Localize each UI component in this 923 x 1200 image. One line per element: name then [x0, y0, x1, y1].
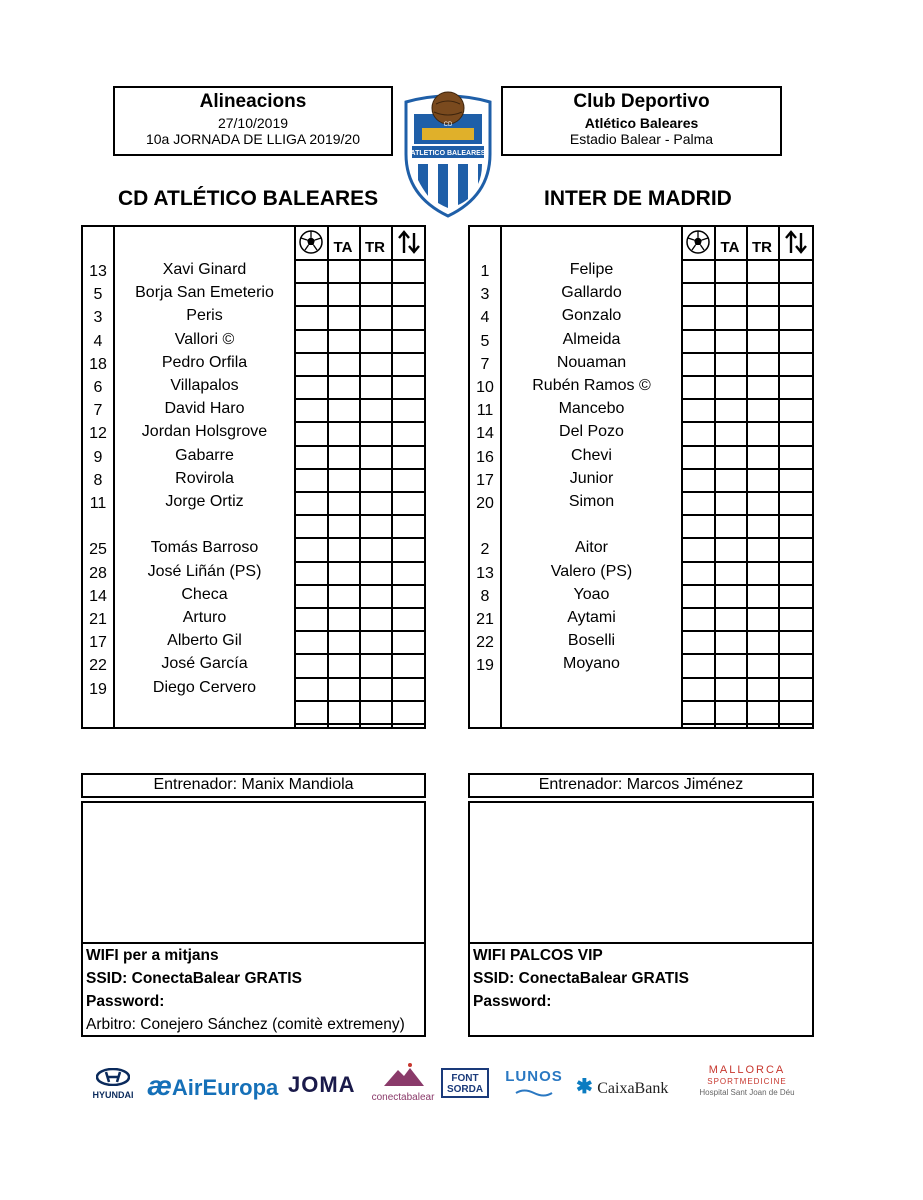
substitution-arrows-icon: [391, 229, 426, 259]
table-gridline: [294, 421, 426, 423]
player-name: Moyano: [563, 655, 620, 673]
player-name: Valero (PS): [550, 562, 633, 580]
away-col-ta: TA: [720, 239, 740, 256]
player-number: 19: [89, 680, 107, 698]
player-number: 3: [93, 309, 103, 327]
table-gridline: [294, 329, 426, 331]
player-number: 21: [89, 611, 107, 628]
player-number: 21: [476, 611, 494, 628]
player-name: Yoao: [573, 585, 610, 603]
player-name: Borja San Emeterio: [135, 284, 274, 302]
table-gridline: [81, 727, 426, 729]
table-gridline: [681, 445, 814, 447]
player-name: Xavi Ginard: [162, 261, 247, 278]
caixabank-text: CaixaBank: [597, 1080, 669, 1097]
player-number: 22: [89, 657, 107, 675]
player-name: José Liñán (PS): [147, 562, 262, 580]
home-info-box: [81, 942, 426, 1037]
player-number: 20: [476, 495, 494, 512]
player-number: 28: [89, 564, 107, 582]
table-gridline: [681, 398, 814, 400]
table-gridline: [681, 421, 814, 423]
table-gridline: [681, 259, 814, 261]
player-name: Diego Cervero: [152, 678, 257, 696]
player-name: Alberto Gil: [167, 632, 242, 650]
table-gridline: [681, 282, 814, 284]
table-gridline: [681, 561, 814, 563]
player-name: Gonzalo: [561, 307, 622, 325]
table-gridline: [681, 584, 814, 586]
home-wifi-ssid: SSID: ConectaBalear GRATIS: [86, 970, 302, 987]
player-number: 7: [480, 355, 490, 373]
player-name: Mancebo: [558, 400, 625, 418]
club-crest-logo: [400, 84, 496, 219]
table-gridline: [681, 468, 814, 470]
player-number: 16: [476, 448, 494, 466]
lineups-header-box: [113, 86, 393, 156]
player-number: 17: [89, 634, 107, 652]
player-name: Simon: [568, 493, 615, 510]
player-name: Rubén Ramos ©: [532, 377, 651, 394]
player-name: Jordan Holsgrove: [141, 423, 268, 441]
table-gridline: [294, 259, 426, 261]
referee: Arbitro: Conejero Sánchez (comitè extremeny): [86, 1016, 405, 1033]
home-lineup-table: [81, 225, 426, 729]
table-gridline: [294, 561, 426, 563]
player-number: 11: [476, 402, 494, 420]
table-gridline: [294, 445, 426, 447]
table-gridline: [681, 630, 814, 632]
caixabank-logo: [576, 1074, 668, 1099]
player-number: 2: [480, 541, 490, 559]
match-date: 27/10/2019: [217, 115, 289, 131]
player-number: 5: [480, 332, 490, 350]
player-number: 3: [480, 286, 490, 304]
home-wifi-title: WIFI per a mitjans: [86, 947, 219, 964]
player-name: Aytami: [567, 609, 616, 626]
table-gridline: [294, 398, 426, 400]
home-team-name: CD ATLÉTICO BALEARES: [118, 187, 379, 210]
player-name: Checa: [181, 585, 228, 603]
conectabalear-logo: [370, 1062, 436, 1103]
away-lineup-table: [468, 225, 814, 729]
player-name: Nouaman: [556, 353, 627, 371]
table-gridline: [294, 514, 426, 516]
table-gridline: [294, 491, 426, 493]
player-name: Aitor: [575, 539, 608, 557]
player-name: Almeida: [562, 330, 621, 348]
table-gridline: [294, 537, 426, 539]
away-wifi-title: WIFI PALCOS VIP: [473, 947, 603, 964]
sponsor-bar: [85, 1062, 805, 1108]
away-coach: Entrenador: Marcos Jiménez: [468, 773, 814, 798]
player-name: Chevi: [571, 446, 612, 464]
conectabalear-icon: [380, 1062, 426, 1088]
player-number: 8: [480, 587, 490, 605]
player-name: José García: [161, 655, 248, 673]
table-gridline: [294, 700, 426, 702]
away-team-name: INTER DE MADRID: [544, 187, 732, 210]
player-number: 13: [89, 263, 107, 280]
table-gridline: [294, 282, 426, 284]
player-number: 5: [93, 286, 103, 304]
away-wifi-ssid: SSID: ConectaBalear GRATIS: [473, 970, 689, 987]
home-notes-area: [81, 801, 426, 944]
table-gridline: [681, 352, 814, 354]
caixabank-star-icon: ✱: [576, 1076, 593, 1098]
table-gridline: [294, 352, 426, 354]
table-gridline: [294, 723, 426, 725]
player-name: Felipe: [569, 261, 614, 278]
player-number: 11: [89, 495, 107, 512]
player-name: Tomás Barroso: [150, 539, 259, 557]
player-name: Peris: [186, 307, 223, 325]
hyundai-icon: [96, 1068, 130, 1086]
fontsorda-text-1: FONT: [451, 1073, 479, 1084]
mallorca-text: MALLORCA: [708, 1064, 786, 1076]
table-gridline: [294, 653, 426, 655]
home-col-ta: TA: [333, 239, 353, 256]
mallorca-sportmedicine-logo: [690, 1064, 804, 1098]
player-number: 6: [93, 379, 103, 396]
table-gridline: [681, 305, 814, 307]
table-gridline: [468, 727, 814, 729]
table-gridline: [681, 723, 814, 725]
player-number: 10: [476, 379, 494, 396]
home-wifi-password: Password:: [86, 993, 165, 1010]
soccer-ball-icon: [681, 229, 714, 259]
player-name: Jorge Ortiz: [165, 493, 244, 510]
table-gridline: [294, 677, 426, 679]
table-gridline: [681, 607, 814, 609]
wave-icon: [514, 1088, 554, 1098]
table-gridline: [681, 677, 814, 679]
club-title: Club Deportivo: [573, 91, 710, 112]
table-gridline: [294, 630, 426, 632]
player-number: 8: [93, 471, 103, 489]
table-gridline: [81, 225, 426, 227]
home-coach: Entrenador: Manix Mandiola: [81, 773, 426, 798]
player-number: 13: [476, 564, 494, 582]
hyundai-logo: [85, 1068, 141, 1100]
player-number: 25: [89, 541, 107, 559]
player-name: Boselli: [567, 632, 616, 650]
player-name: Gallardo: [561, 284, 622, 302]
player-name: Vallori ©: [174, 330, 235, 348]
player-number: 7: [93, 402, 103, 420]
player-name: Villapalos: [170, 377, 239, 394]
hyundai-text: HYUNDAI: [92, 1090, 134, 1100]
player-name: Arturo: [182, 609, 227, 626]
player-name: Rovirola: [175, 469, 234, 487]
joma-logo: JOMA: [288, 1072, 356, 1097]
lunos-logo: [501, 1068, 567, 1103]
aireuropa-text: AirEuropa: [171, 1075, 279, 1100]
away-wifi-password: Password:: [473, 993, 552, 1010]
table-gridline: [681, 700, 814, 702]
player-number: 14: [89, 587, 107, 605]
player-name: Gabarre: [175, 446, 234, 464]
soccer-ball-icon: [294, 229, 327, 259]
club-name: Atlético Baleares: [584, 115, 699, 131]
player-number: 4: [93, 332, 103, 350]
home-col-tr: TR: [365, 239, 385, 256]
stadium: Estadio Balear - Palma: [569, 131, 714, 147]
table-gridline: [681, 491, 814, 493]
hospital-text: Hospital Sant Joan de Déu: [699, 1088, 795, 1097]
player-number: 17: [476, 471, 494, 489]
table-gridline: [681, 653, 814, 655]
player-name: Del Pozo: [559, 423, 624, 441]
player-name: David Haro: [164, 400, 245, 418]
player-number: 4: [480, 309, 490, 327]
table-gridline: [294, 607, 426, 609]
player-number: 9: [93, 448, 103, 466]
fontsorda-logo: [441, 1068, 489, 1098]
player-number: 14: [476, 425, 494, 443]
club-header-box: [501, 86, 782, 156]
match-round: 10a JORNADA DE LLIGA 2019/20: [145, 131, 360, 147]
table-gridline: [681, 375, 814, 377]
away-info-box: [468, 942, 814, 1037]
player-number: 1: [480, 263, 490, 280]
lunos-text: LUNOS: [505, 1068, 563, 1085]
aireuropa-logo: æAirEuropa: [147, 1070, 279, 1101]
table-gridline: [294, 375, 426, 377]
player-name: Pedro Orfila: [161, 353, 248, 371]
crest-small-text: CD: [443, 122, 453, 128]
table-gridline: [294, 468, 426, 470]
substitution-arrows-icon: [778, 229, 814, 259]
table-gridline: [681, 537, 814, 539]
player-number: 18: [89, 355, 107, 373]
table-gridline: [681, 329, 814, 331]
conectabalear-text: conectabalear: [371, 1092, 435, 1103]
player-name: Junior: [569, 469, 614, 487]
lineups-title: Alineacions: [199, 91, 307, 112]
player-number: 19: [476, 657, 494, 675]
away-notes-area: [468, 801, 814, 944]
fontsorda-text-2: SORDA: [446, 1084, 484, 1095]
player-number: 12: [89, 425, 107, 443]
crest-text: ATLETICO BALEARES: [410, 150, 486, 157]
table-gridline: [681, 514, 814, 516]
sportmedicine-text: SPORTMEDICINE: [707, 1077, 787, 1086]
table-gridline: [468, 225, 814, 227]
player-number: 22: [476, 634, 494, 652]
table-gridline: [294, 305, 426, 307]
table-gridline: [294, 584, 426, 586]
away-col-tr: TR: [752, 239, 772, 256]
